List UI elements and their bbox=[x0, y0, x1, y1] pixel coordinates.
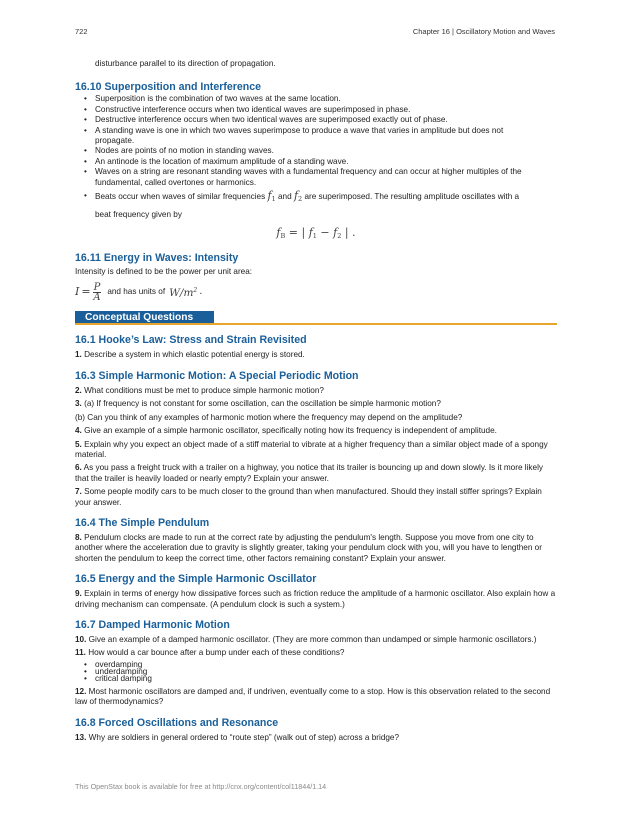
question-4: 4. Give an example of a simple harmonic oscillator, specifically noting how its frequency is independent of amplitude. bbox=[75, 426, 497, 436]
section-rule bbox=[75, 323, 557, 325]
intensity-text: Intensity is defined to be the power per unit area: bbox=[75, 267, 253, 277]
f1-symbol: $f_1$ bbox=[267, 189, 276, 204]
beats-text-a: Beats occur when waves of similar frequencies bbox=[95, 192, 266, 202]
bullet-antinode: • An antinode is the location of maximum amplitude of a standing wave. bbox=[95, 157, 557, 167]
question-9: 9. Explain in terms of energy how dissipative forces such as friction reduce the amplitude of a harmonic oscillator. Also explain how a driving mechanism can compensate. (A pendulum clock is such a system.) bbox=[75, 589, 556, 609]
question-6: 6. As you pass a freight truck with a trailer on a highway, you notice that its trailer is bouncing up and down slowly. Is it more likely that the trailer is heavily loaded or nearly empty? Explain your answer. bbox=[75, 463, 543, 483]
section-16-11-title: 16.11 Energy in Waves: Intensity bbox=[75, 252, 239, 265]
conceptual-questions-header bbox=[75, 311, 557, 324]
bullet-nodes: • Nodes are points of no motion in standing waves. bbox=[95, 146, 557, 156]
question-11: 11. How would a car bounce after a bump under each of these conditions? bbox=[75, 648, 345, 658]
question-1: 1. Describe a system in which elastic potential energy is stored. bbox=[75, 350, 305, 360]
intensity-formula: I = $\frac{P}{A}$ and has units of $W/m^2$ . bbox=[75, 281, 203, 303]
beats-text-c: beat frequency given by bbox=[95, 210, 182, 220]
damping-list bbox=[75, 661, 557, 682]
footer-note: This OpenStax book is available for free at http://cnx.org/content/col11844/1.14 bbox=[75, 782, 327, 791]
page-number: 722 bbox=[75, 27, 88, 36]
section-16-5-title: 16.5 Energy and the Simple Harmonic Oscillator bbox=[75, 573, 317, 586]
bullet-superposition: • Superposition is the combination of two waves at the same location. bbox=[95, 94, 557, 104]
page-content bbox=[75, 56, 557, 743]
beats-text-b: are superimposed. The resulting amplitude oscillates with a bbox=[304, 192, 520, 202]
section-16-1-title: 16.1 Hooke’s Law: Stress and Strain Revisited bbox=[75, 334, 307, 347]
bullet-standing-wave bbox=[95, 126, 557, 147]
standing-line-1: A standing wave is one in which two waves superimpose to produce a wave that varies in amplitude but does not bbox=[95, 125, 504, 135]
question-8: 8. Pendulum clocks are made to run at the correct rate by adjusting the pendulum's length. Suppose you move from one city to another where the acceleration due to gravity is slightly greater, taking your pendulum clock with you, will you have to lengthen or shorten the pendulum to keep the correct time, other factors remaining constant? Explain your answer. bbox=[75, 532, 542, 563]
bullet-constructive: • Constructive interference occurs when two identical waves are superimposed in phase. bbox=[95, 105, 557, 115]
question-12: 12. Most harmonic oscillators are damped and, if undriven, eventually come to a stop. How is this observation related to the second law of thermodynamics? bbox=[75, 686, 551, 707]
intro-line: disturbance parallel to its direction of propagation. bbox=[95, 59, 276, 68]
question-13: 13. Why are soldiers in general ordered to “route step” (walk out of step) across a bridge? bbox=[75, 732, 400, 742]
standing-line-2: propagate. bbox=[95, 136, 135, 146]
chapter-header: Chapter 16 | Oscillatory Motion and Waves bbox=[412, 27, 555, 36]
section-16-8-title: 16.8 Forced Oscillations and Resonance bbox=[75, 716, 279, 729]
beat-frequency-formula: $f_B$ = | $f_1 - f_2$ | . bbox=[276, 226, 356, 241]
question-3a: 3. (a) If frequency is not constant for some oscillation, can the oscillation be simple harmonic motion? bbox=[75, 399, 441, 409]
beats-and: and bbox=[277, 192, 292, 202]
question-7: 7. Some people modify cars to be much closer to the ground than when manufactured. Should they install stiffer springs? Explain your answer. bbox=[75, 487, 542, 507]
question-10: 10. Give an example of a damped harmonic oscillator. (They are more common than undamped or simple harmonic oscillators.) bbox=[75, 634, 537, 644]
question-3b: (b) Can you think of any examples of harmonic motion where the frequency may depend on the amplitude? bbox=[75, 412, 463, 422]
conceptual-questions-label: Conceptual Questions bbox=[75, 311, 214, 324]
string-line-1: Waves on a string are resonant standing waves with a fundamental frequency and can occur at higher multiples of the bbox=[95, 167, 522, 177]
section-16-10-bullets bbox=[75, 94, 557, 222]
damping-item: • overdamping bbox=[95, 661, 557, 668]
string-line-2: fundamental, called overtones or harmonics. bbox=[95, 177, 257, 187]
bullet-destructive: • Destructive interference occurs when two identical waves are superimposed exactly out of phase. bbox=[95, 115, 557, 125]
damping-item: • underdamping bbox=[95, 668, 557, 675]
question-2: 2. What conditions must be met to produce simple harmonic motion? bbox=[75, 385, 324, 395]
bullet-beats bbox=[95, 188, 557, 222]
f2-symbol: $f_2$ bbox=[293, 189, 303, 204]
bullet-string bbox=[95, 167, 557, 188]
section-16-7-title: 16.7 Damped Harmonic Motion bbox=[75, 618, 230, 631]
question-5: 5. Explain why you expect an object made of a stiff material to vibrate at a higher frequency than a similar object made of a spongy material. bbox=[75, 439, 548, 459]
section-16-3-title: 16.3 Simple Harmonic Motion: A Special Periodic Motion bbox=[75, 369, 359, 382]
damping-item: • critical damping bbox=[95, 675, 557, 682]
section-16-10-title: 16.10 Superposition and Interference bbox=[75, 81, 262, 94]
section-16-4-title: 16.4 The Simple Pendulum bbox=[75, 516, 210, 529]
